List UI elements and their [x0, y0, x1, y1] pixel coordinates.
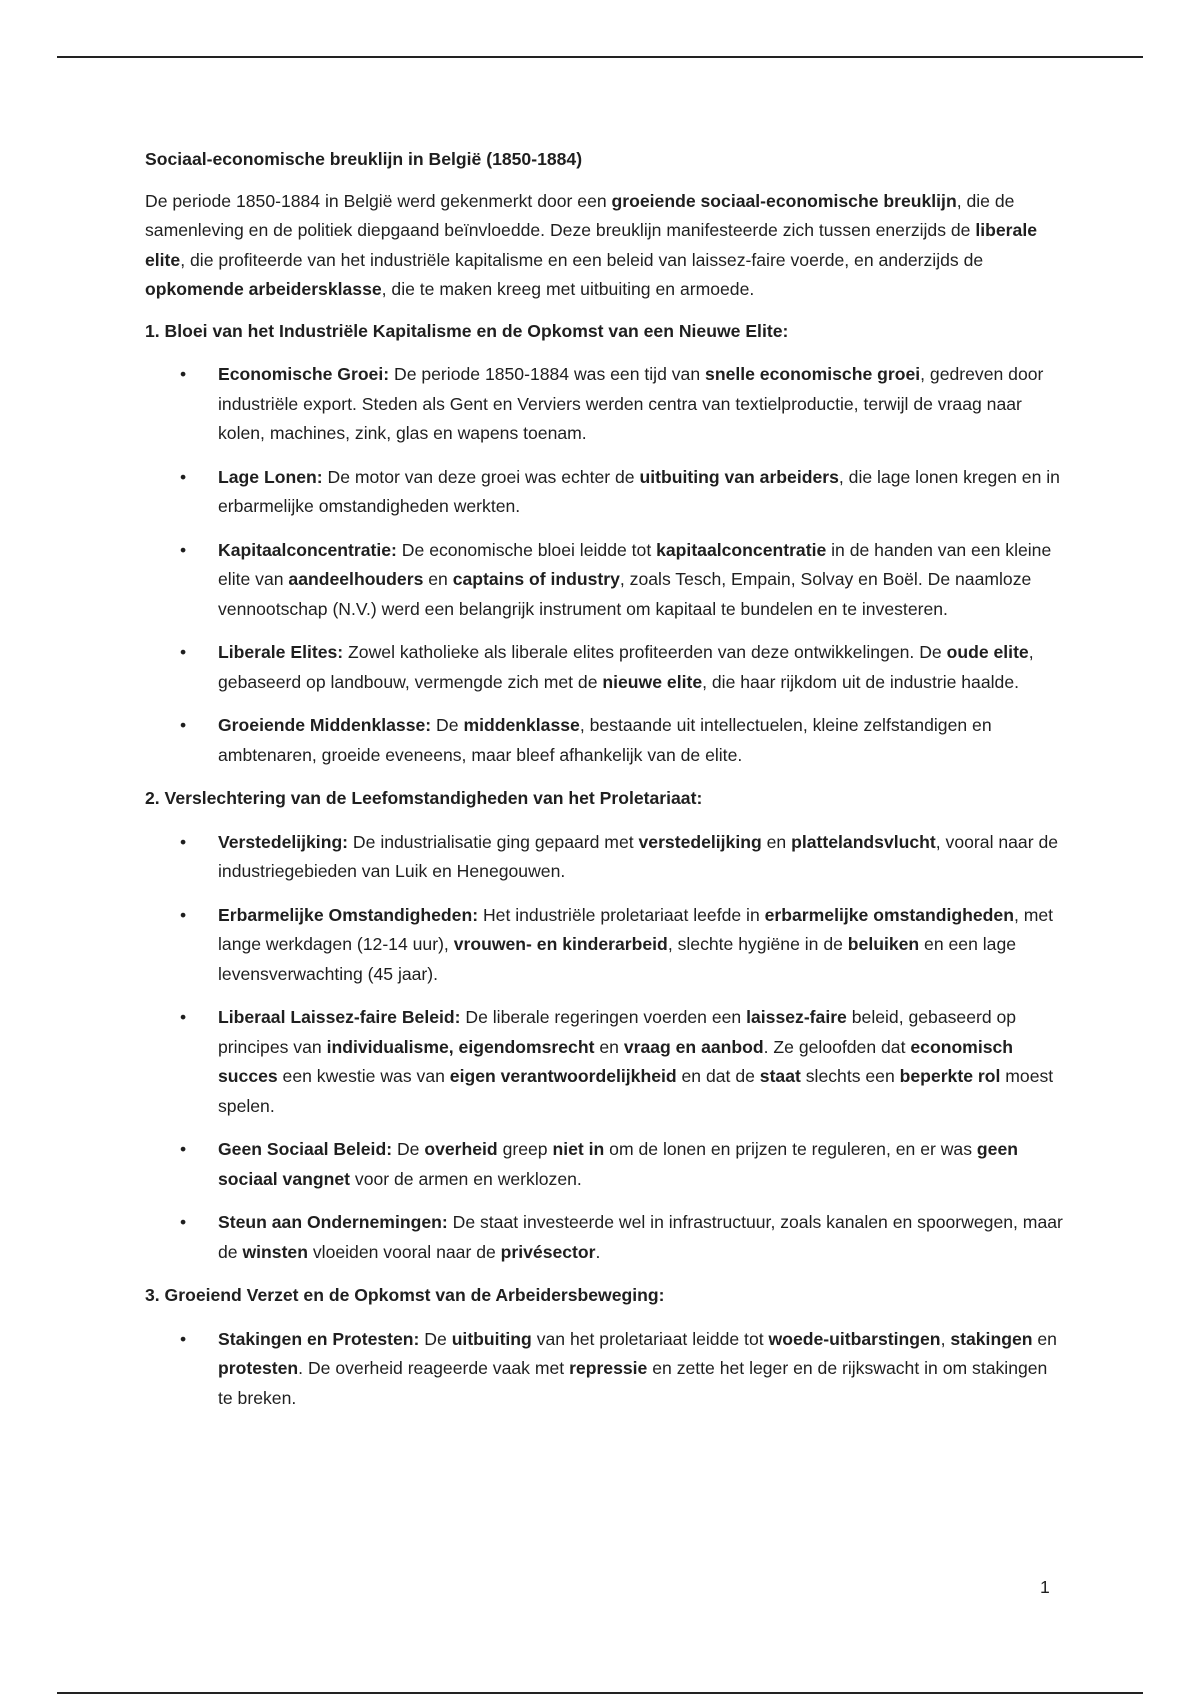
bold-text: aandeelhouders [288, 569, 424, 589]
document-body [145, 145, 1065, 1427]
text-run: in de handen van een kleine elite van [218, 539, 1052, 589]
bullet-icon: • [180, 1212, 187, 1232]
bold-text: individualisme, eigendomsrecht [326, 1036, 595, 1057]
bold-text: beperkte rol [899, 1066, 1001, 1086]
bold-text: nieuwe elite [602, 671, 703, 692]
list-item [145, 638, 1065, 697]
list-item [145, 536, 1065, 625]
bold-text: liberale elite [145, 220, 1037, 270]
list-item [145, 1003, 1065, 1121]
text-run: voor de armen en werklozen. [350, 1168, 582, 1189]
bold-text: eigen verantwoordelijkheid [449, 1066, 677, 1086]
bold-text: kapitaalconcentratie [656, 539, 827, 560]
header-rule [57, 56, 1143, 58]
text-run: , gedreven door industriële export. Steden als Gent en Verviers werden centra van textielproductie, terwijl de vraag naar kolen, machines, zink, glas en wapens toenam. [218, 364, 1044, 443]
bold-text: staat [759, 1066, 801, 1086]
bold-text: Liberale Elites: [218, 642, 344, 662]
bullet-icon: • [180, 904, 187, 925]
text-run: De [419, 1328, 452, 1349]
text-run: en [423, 569, 453, 589]
bold-text: woede-uitbarstingen [768, 1328, 941, 1349]
list-item [145, 1208, 1065, 1267]
text-run: . De overheid reageerde vaak met [298, 1358, 570, 1378]
text-run: De staat investeerde wel in infrastructuur, zoals kanalen en spoorwegen, maar de [218, 1212, 1063, 1262]
bold-text: laissez-faire [746, 1007, 847, 1027]
bold-text: beluiken [847, 934, 920, 954]
bullet-icon: • [180, 1328, 187, 1349]
bold-text: stakingen [950, 1328, 1033, 1349]
bold-text: Verstedelijking: [218, 831, 349, 852]
list-item [145, 360, 1065, 449]
text-run: en dat de [676, 1066, 760, 1086]
list-item [145, 828, 1065, 887]
bold-text: snelle economische groei [705, 364, 921, 384]
intro-paragraph [145, 187, 1065, 305]
text-run: , bestaande uit intellectuelen, kleine zelfstandigen en ambtenaren, groeide eveneens, maar bleef afhankelijk van de elite. [218, 715, 992, 765]
text-run: , zoals Tesch, Empain, Solvay en Boël. De naamloze vennootschap (N.V.) werd een belangrijk instrument om kapitaal te bundelen en te investeren. [218, 569, 1032, 619]
bullet-list [145, 360, 1065, 770]
text-run: , die haar rijkdom uit de industrie haalde. [702, 671, 1019, 692]
page-number: 1 [1040, 1577, 1050, 1597]
bold-text: Groeiende Middenklasse: [218, 715, 432, 735]
footer-rule [57, 1692, 1143, 1694]
text-run: De industrialisatie ging gepaard met [348, 831, 639, 852]
text-run: Het industriële proletariaat leefde in [478, 904, 765, 925]
list-item [145, 1135, 1065, 1194]
bullet-list [145, 1325, 1065, 1414]
bold-text: groeiende sociaal-economische breuklijn [611, 190, 957, 211]
bold-text: overheid [424, 1139, 498, 1159]
text-run: . Ze geloofden dat [763, 1036, 911, 1057]
bullet-icon: • [180, 1007, 187, 1027]
bold-text: verstedelijking [638, 831, 762, 852]
text-run: De liberale regeringen voerden een [460, 1007, 747, 1027]
bold-text: Lage Lonen: [218, 466, 323, 487]
bold-text: Erbarmelijke Omstandigheden: [218, 904, 479, 925]
bold-text: Geen Sociaal Beleid: [218, 1139, 393, 1159]
bold-text: Kapitaalconcentratie: [218, 539, 397, 560]
bullet-icon: • [180, 364, 187, 384]
text-run: slechts een [800, 1066, 900, 1086]
text-run: en [1032, 1328, 1057, 1349]
bold-text: Steun aan Ondernemingen: [218, 1212, 448, 1232]
text-run: , met lange werkdagen (12-14 uur), [218, 904, 1054, 954]
list-item [145, 1325, 1065, 1414]
bold-text: Economische Groei: [218, 364, 390, 384]
bold-text: vrouwen- en kinderarbeid [453, 934, 668, 954]
text-run: , die de samenleving en de politiek diepgaand beïnvloedde. Deze breuklijn manifesteerde zich tussen enerzijds de [145, 190, 1015, 240]
text-run: , slechte hygiëne in de [667, 934, 848, 954]
text-run: . [595, 1241, 601, 1262]
text-run: moest spelen. [218, 1066, 1054, 1116]
text-run: Zowel katholieke als liberale elites profiteerden van deze ontwikkelingen. De [343, 642, 947, 662]
text-run: , die lage lonen kregen en in erbarmelijke omstandigheden werkten. [218, 466, 1060, 516]
bold-text: niet in [552, 1139, 605, 1159]
bold-text: protesten [218, 1358, 299, 1378]
text-run: De motor van deze groei was echter de [322, 466, 640, 487]
text-run: van het proletariaat leidde tot [531, 1328, 769, 1349]
text-run: en [761, 831, 792, 852]
bullet-icon: • [180, 831, 187, 852]
bold-text: captains of industry [452, 569, 620, 589]
bold-text: uitbuiting [451, 1328, 532, 1349]
section-heading: 1. Bloei van het Industriële Kapitalisme en de Opkomst van een Nieuwe Elite: [145, 320, 789, 341]
bold-text: geen sociaal vangnet [218, 1139, 1018, 1189]
bold-text: vraag en aanbod [623, 1036, 764, 1057]
text-run: De economische bloei leidde tot [396, 539, 657, 560]
bold-text: middenklasse [463, 715, 580, 735]
text-run: en [594, 1036, 624, 1057]
text-run: en zette het leger en de rijkswacht in om stakingen te breken. [218, 1358, 1048, 1408]
text-run: , die te maken kreeg met uitbuiting en armoede. [381, 279, 755, 299]
bold-text: winsten [242, 1241, 308, 1262]
bold-text: oude elite [946, 642, 1029, 662]
list-item [145, 463, 1065, 522]
bold-text: privésector [500, 1241, 596, 1262]
bold-text: repressie [569, 1358, 648, 1378]
bold-text: Stakingen en Protesten: [218, 1328, 420, 1349]
text-run: De [431, 715, 464, 735]
text-run: De periode 1850-1884 was een tijd van [389, 364, 706, 384]
sections-container [145, 317, 1065, 1414]
section-heading: 3. Groeiend Verzet en de Opkomst van de Arbeidersbeweging: [145, 1285, 665, 1305]
bold-text: plattelandsvlucht [791, 831, 936, 852]
bullet-icon: • [180, 466, 187, 487]
bullet-icon: • [180, 1139, 187, 1159]
bullet-list [145, 828, 1065, 1268]
bold-text: uitbuiting van arbeiders [639, 466, 839, 487]
text-run: , vooral naar de industriegebieden van Luik en Henegouwen. [218, 831, 1059, 881]
text-run: De [392, 1139, 425, 1159]
list-item [145, 711, 1065, 770]
text-run: vloeiden vooral naar de [307, 1241, 501, 1262]
text-run: , die profiteerde van het industriële kapitalisme en een beleid van laissez-faire voerde, en anderzijds de [180, 249, 984, 270]
text-run: een kwestie was van [277, 1066, 450, 1086]
text-run: om de lonen en prijzen te reguleren, en er was [604, 1139, 977, 1159]
bold-text: erbarmelijke omstandigheden [764, 904, 1014, 925]
text-run: greep [497, 1139, 553, 1159]
text-run: , [940, 1328, 951, 1349]
bullet-icon: • [180, 715, 187, 735]
bullet-icon: • [180, 642, 187, 662]
bold-text: economisch succes [218, 1036, 1014, 1086]
document-title: Sociaal-economische breuklijn in België (1850-1884) [145, 149, 583, 169]
text-run: en een lage levensverwachting (45 jaar). [218, 934, 1017, 984]
bold-text: opkomende arbeidersklasse [145, 279, 382, 299]
text-run: De periode 1850-1884 in België werd gekenmerkt door een [145, 190, 612, 211]
text-run: , gebaseerd op landbouw, vermengde zich met de [218, 642, 1034, 692]
list-item [145, 901, 1065, 990]
bold-text: Liberaal Laissez-faire Beleid: [218, 1007, 461, 1027]
text-run: beleid, gebaseerd op principes van [218, 1007, 1017, 1057]
bullet-icon: • [180, 539, 187, 560]
section-heading: 2. Verslechtering van de Leefomstandigheden van het Proletariaat: [145, 788, 703, 808]
